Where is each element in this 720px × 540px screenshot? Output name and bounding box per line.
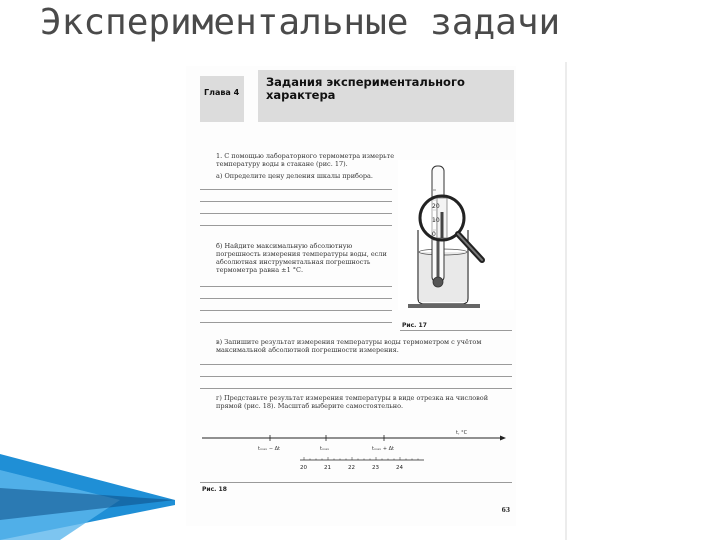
- thermo-scale-0: 0: [432, 231, 436, 238]
- answer-line: [200, 298, 392, 299]
- answer-line: [200, 364, 512, 365]
- chapter-title: Задания экспериментального характера: [266, 75, 465, 102]
- figure-18-rule: [200, 482, 512, 483]
- label-tmax-minus-dt: tₘₐₓ − Δt: [258, 446, 281, 452]
- chapter-title-box: [258, 70, 514, 122]
- answer-line: [200, 213, 392, 214]
- scale-number: 23: [372, 465, 379, 471]
- answer-line: [200, 310, 392, 311]
- thermo-scale-10: 10: [432, 217, 440, 224]
- figure-17-rule: [400, 330, 512, 331]
- figure-18-label: Рис. 18: [202, 486, 227, 493]
- figure-17-label: Рис. 17: [402, 322, 427, 329]
- scale-number: 20: [300, 465, 307, 471]
- scale-number: 21: [324, 465, 331, 471]
- answer-line: [200, 201, 392, 202]
- answer-line: [200, 189, 392, 190]
- task-b: б) Найдите максимальную абсолютную погрешность измерения температуры воды, если абсолютная инструментальная погрешность термометра равна ±1 °С.: [216, 242, 387, 274]
- answer-line: [200, 322, 392, 323]
- answer-line: [200, 376, 512, 377]
- chapter-label: Глава 4: [204, 88, 240, 97]
- textbook-page: [186, 66, 516, 526]
- answer-line: [200, 286, 392, 287]
- axis-arrow-icon: [500, 436, 506, 441]
- chapter-label-box: [200, 76, 244, 122]
- label-tmax: tₘₐₓ: [320, 446, 330, 452]
- task-intro: 1. С помощью лабораторного термометра измерьте температуру воды в стакане (рис. 17).: [216, 152, 395, 168]
- task-d: г) Представьте результат измерения температуры в виде отрезка на числовой прямой (рис. 18). Масштаб выберите самостоятельно.: [216, 394, 489, 410]
- answer-line: [200, 225, 392, 226]
- answer-line: [200, 388, 512, 389]
- task-c: в) Запишите результат измерения температуры воды термометром с учётом максимальной абсолютной погрешности измерения.: [216, 338, 482, 354]
- slide-title: Экспериментальные задачи: [40, 2, 561, 43]
- page-number: 63: [501, 507, 510, 514]
- scale-number: 24: [396, 465, 403, 471]
- label-tmax-plus-dt: tₘₐₓ + Δt: [372, 446, 395, 452]
- thermometer-figure: [398, 160, 514, 310]
- label-axis-unit: t, °C: [456, 430, 468, 436]
- scale-number: 22: [348, 465, 355, 471]
- task-a: а) Определите цену деления шкалы прибора.: [216, 172, 373, 180]
- number-line-figure: [200, 416, 512, 476]
- thermo-scale-20: 20: [432, 203, 440, 210]
